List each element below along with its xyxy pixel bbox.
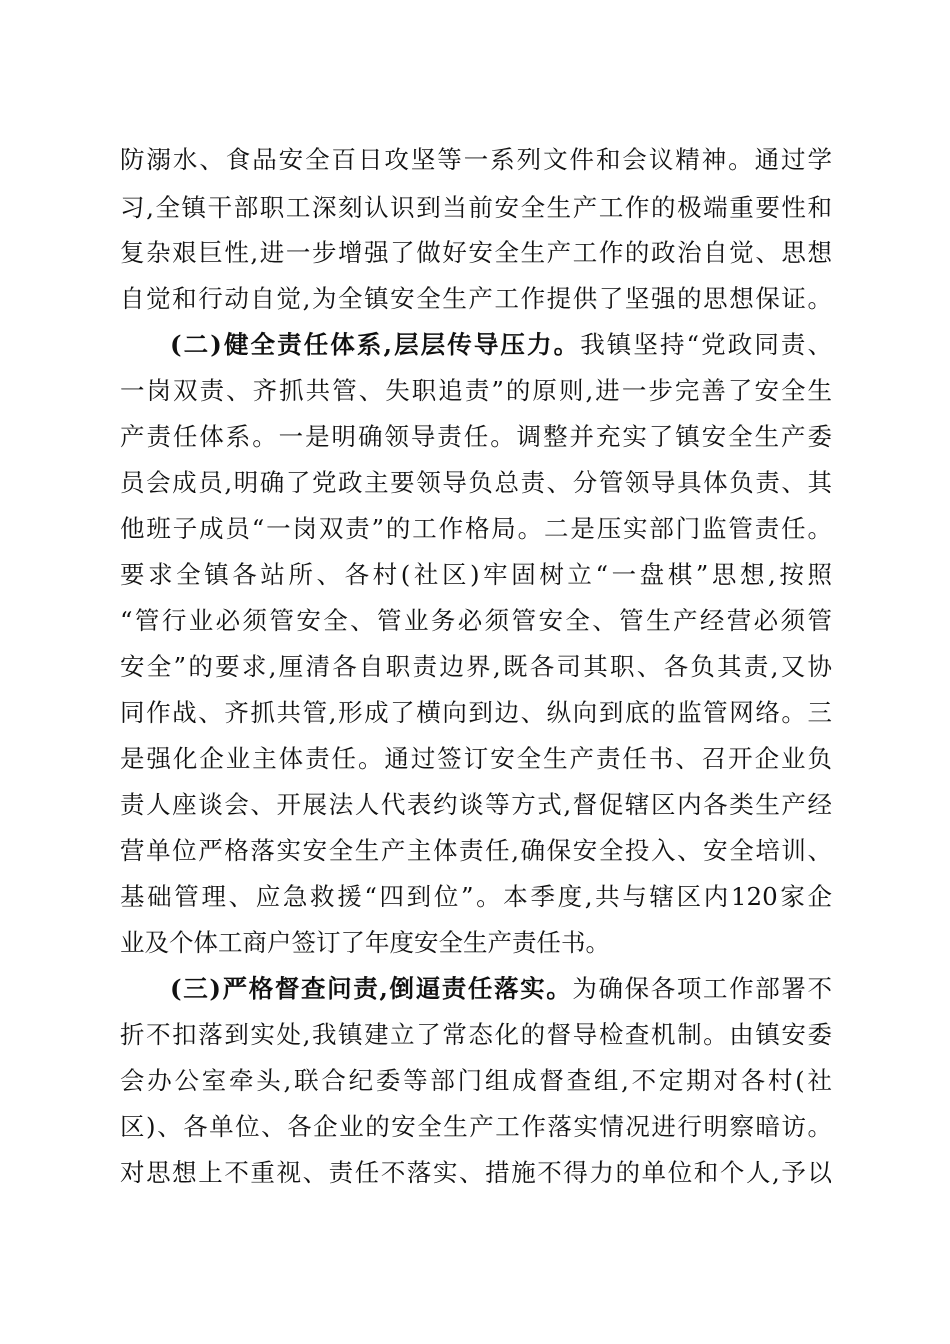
paragraph-3-line-4: 区)、各单位、各企业的安全生产工作落实情况进行明察暗访。 (120, 1112, 832, 1141)
paragraph-2-line-7: “管行业必须管安全、管业务必须管安全、管生产经营必须管 (120, 606, 832, 635)
paragraph-2-line-12: 营单位严格落实安全生产主体责任,确保安全投入、安全培训、 (120, 836, 832, 865)
paragraph-2-line-8: 安全”的要求,厘清各自职责边界,既各司其职、各负其责,又协 (120, 652, 832, 681)
paragraph-3-heading: (三)严格督查问责,倒逼责任落实。 (170, 974, 573, 1003)
paragraph-2-line-10: 是强化企业主体责任。通过签订安全生产责任书、召开企业负 (120, 744, 832, 773)
paragraph-2-line-14: 业及个体工商户签订了年度安全生产责任书。 (120, 928, 610, 957)
paragraph-2-line-2: 一岗双责、齐抓共管、失职追责”的原则,进一步完善了安全生 (120, 376, 832, 405)
paragraph-2-first-line-text: 我镇坚持“党政同责、 (580, 330, 832, 359)
paragraph-2-line-11: 责人座谈会、开展法人代表约谈等方式,督促辖区内各类生产经 (120, 790, 832, 819)
paragraph-2-line-4: 员会成员,明确了党政主要领导负总责、分管领导具体负责、其 (120, 468, 832, 497)
paragraph-2-heading: (二)健全责任体系,层层传导压力。 (170, 330, 581, 359)
paragraph-2-line-1 (170, 323, 832, 367)
paragraph-3-line-2: 折不扣落到实处,我镇建立了常态化的督导检查机制。由镇安委 (120, 1020, 832, 1049)
paragraph-2-line-9: 同作战、齐抓共管,形成了横向到边、纵向到底的监管网络。三 (120, 698, 832, 727)
paragraph-1-line-2: 习,全镇干部职工深刻认识到当前安全生产工作的极端重要性和 (120, 193, 832, 222)
paragraph-3-line-3: 会办公室牵头,联合纪委等部门组成督查组,不定期对各村(社 (120, 1066, 832, 1095)
paragraph-2-line-5: 他班子成员“一岗双责”的工作格局。二是压实部门监管责任。 (120, 514, 832, 543)
paragraph-3-line-1 (170, 967, 832, 1011)
paragraph-2-line-6: 要求全镇各站所、各村(社区)牢固树立“一盘棋”思想,按照 (120, 560, 832, 589)
paragraph-1-line-1: 防溺水、食品安全百日攻坚等一系列文件和会议精神。通过学 (120, 145, 832, 174)
paragraph-1-line-3: 复杂艰巨性,进一步增强了做好安全生产工作的政治自觉、思想 (120, 238, 832, 267)
paragraph-2-line-3: 产责任体系。一是明确领导责任。调整并充实了镇安全生产委 (120, 422, 832, 451)
paragraph-2-line-13: 基础管理、应急救援“四到位”。本季度,共与辖区内120家企 (120, 882, 832, 911)
paragraph-3-line-5: 对思想上不重视、责任不落实、措施不得力的单位和个人,予以 (120, 1158, 832, 1187)
paragraph-3-first-line-text: 为确保各项工作部署不 (572, 974, 832, 1003)
paragraph-1-line-4: 自觉和行动自觉,为全镇安全生产工作提供了坚强的思想保证。 (120, 284, 832, 313)
